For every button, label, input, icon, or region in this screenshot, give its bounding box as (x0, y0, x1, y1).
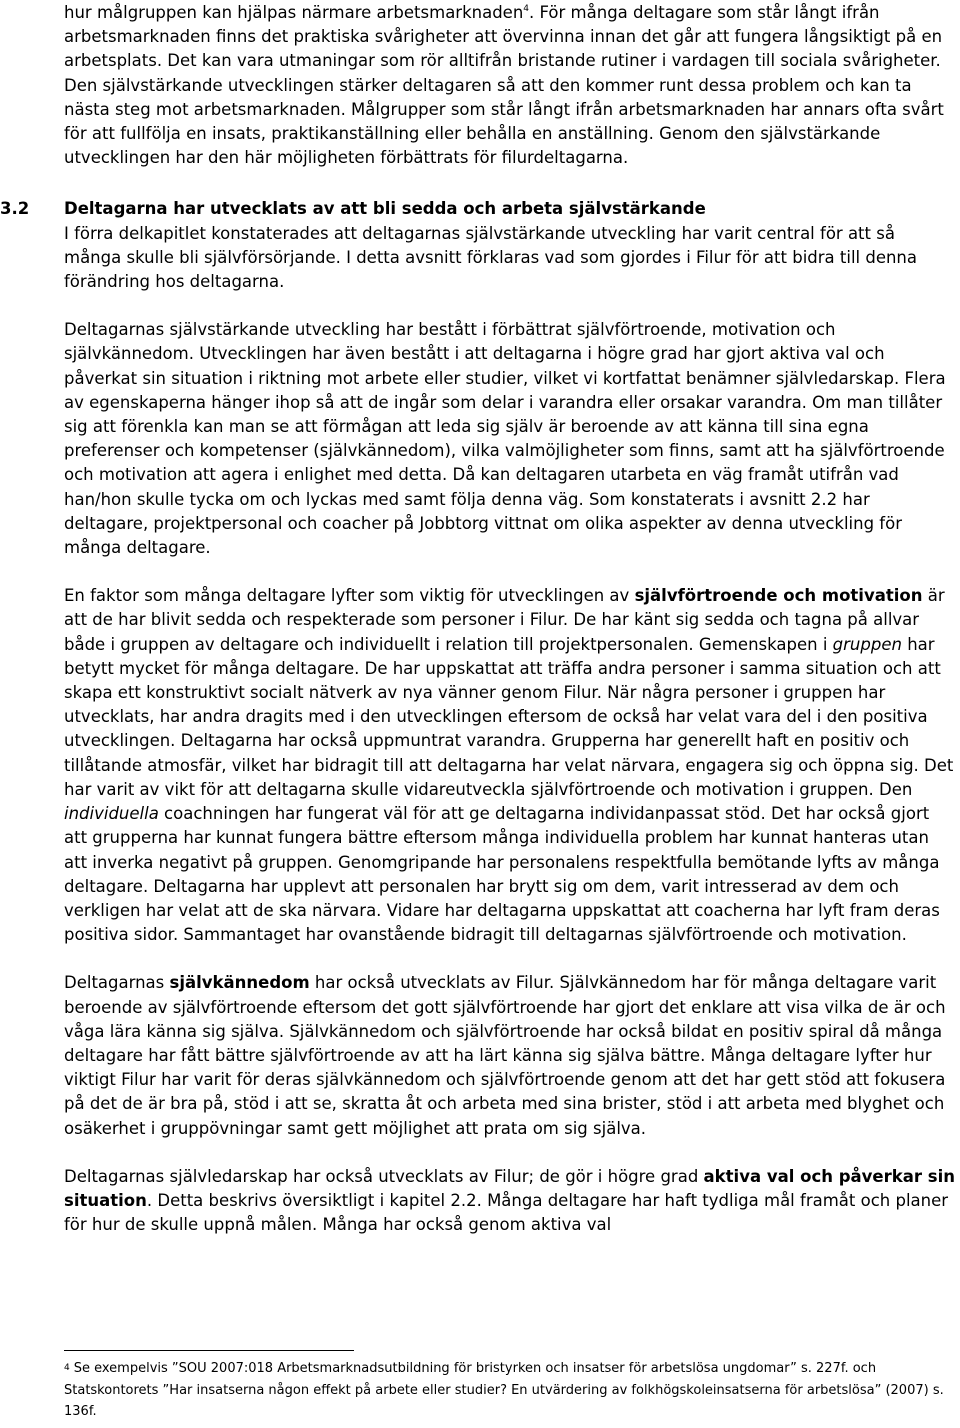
emphasis-individual: individuella (64, 804, 159, 824)
paragraph-spacer (64, 947, 956, 971)
footnote-separator (64, 1350, 354, 1351)
paragraph-4 (64, 971, 956, 1140)
paragraph-1: I förra delkapitlet konstaterades att deltagarnas självstärkande utveckling har varit central för att så många skulle bli självförsörjande. I detta avsnitt förklaras vad som gjordes i Filur för att bidra till denna förändring hos deltagarna. (64, 223, 918, 292)
section-title: Deltagarna har utvecklats av att bli sedda och arbeta självstärkande (64, 199, 706, 219)
paragraph-3-text: har betytt mycket för många deltagare. De har uppskattat att träffa andra personer i samma situation och att skapa ett konstruktivt socialt nätverk av nya vänner genom Filur. När några personer i gruppen har utvecklats, har andra dragits med i den utvecklingen eftersom de också har velat vara del i den positiva utvecklingen. Deltagarna har också uppmuntrat varandra. Grupperna har generellt haft en positiv och tillåtande atmosfär, vilket har bidragit till att deltagarna har velat närvara, engagera sig och öppna sig. Det har varit av vikt för att deltagarna skulle vidareutveckla självförtroende och motivation i gruppen. Den (64, 634, 954, 799)
intro-text-end: . För många deltagare som står långt ifrån arbetsmarknaden finns det praktiska svårigheter att övervinna innan det går att fungera långsiktigt på en arbetsplats. Det kan vara utmaningar som rör alltifrån bristande rutiner i vardagen till sociala svårigheter. Den självstärkande utvecklingen stärker deltagaren så att den kommer runt dessa problem och kan ta nästa steg mot arbetsmarknaden. Målgrupper som står långt ifrån arbetsmarknaden har annars ofta svårt för att fullfölja en insats, praktikanställning eller behålla en anställning. Genom den självstärkande utvecklingen har den här möjligheten förbättrats för filurdeltagarna. (64, 3, 944, 168)
paragraph-3 (64, 584, 956, 947)
paragraph-3-text: coachningen har fungerat väl för att ge deltagarna individanpassat stöd. Det har också gjort att grupperna har kunnat fungera bättre eftersom många individuella problem har kunnat hanteras utan att inverka negativt på gruppen. Genomgripande har personalens respektfulla bemötande lyfts av många deltagare. Deltagarna har upplevt att personalen har brytt sig om dem, varit intresserad av dem och verkligen har velat att de ska närvara. Vidare har deltagarna uppskattat att coacherna har lyft fram deras positiva sidor. Sammantaget har ovanstående bidragit till deltagarnas självförtroende och motivation. (64, 804, 940, 945)
emphasis-self-knowledge: självkännedom (169, 973, 310, 993)
paragraph-spacer (64, 1141, 956, 1165)
emphasis-self-confidence-motivation: självförtroende och motivation (634, 586, 923, 606)
intro-paragraph (64, 1, 956, 170)
footnote-number: 4 (64, 1363, 70, 1373)
footnote-reference[interactable]: 4 (523, 4, 530, 14)
section-heading (0, 197, 956, 221)
intro-text-start: hur målgruppen kan hjälpas närmare arbetsmarknaden (64, 3, 524, 22)
paragraph-5-text: Deltagarnas självledarskap har också utvecklats av Filur; de gör i högre grad (64, 1166, 704, 1186)
paragraph-2: Deltagarnas självstärkande utveckling har bestått i förbättrat självförtroende, motivation och självkännedom. Utvecklingen har även bestått i att deltagarna i högre grad har gjort aktiva val och påverkat sin situation i riktning mot arbete eller studier, vilket vi kortfattat benämner självledarskap. Flera av egenskaperna hänger ihop så att de ingår som delar i varandra eller orsakar varandra. Om man tillåter sig att förenkla kan man se att förmågan att leda sig själv är beroende av att känna till sina egna preferenser och kompetenser (självkännedom), vilka valmöjligheter som finns, samt att ha självförtroende och motivation att agera i enlighet med detta. Då kan deltagaren utarbeta en väg framåt utifrån vad han/hon skulle tycka om och lyckas med samt följa denna väg. Som konstaterats i avsnitt 2.2 har deltagare, projektpersonal och coacher på Jobbtorg vittnat om olika aspekter av denna utveckling för många deltagare. (64, 320, 946, 558)
paragraph-5 (64, 1165, 956, 1238)
emphasis-group: gruppen (832, 634, 902, 654)
emphasis-active-choices: aktiva val och påverkar sin situation (64, 1166, 955, 1210)
paragraph-5-text: . Detta beskrivs översiktligt i kapitel 2.2. Många deltagare har haft tydliga mål framåt och planer för hur de skulle uppnå målen. Många har också genom aktiva val (64, 1190, 949, 1235)
paragraph-4-text: har också utvecklats av Filur. Självkännedom har för många deltagare varit beroende av självförtroende eftersom det gott självförtroende har gjort det enklare att visa vilka de är och våga lära känna sig själva. Självkännedom och självförtroende har också bildat en positiv spiral då många deltagare har fått bättre självförtroende av att ha lärt känna sig själva bättre. Många deltagare lyfter hur viktigt Filur har varit för deras självkännedom och självförtroende genom att det har gett stöd att fokusera på det de är bra på, stöd i att se, skratta åt och arbeta med sina brister, stöd i att arbeta med blyghet och osäkerhet i gruppövningar samt gett möjlighet att prata om sig själva. (64, 973, 946, 1138)
footnote-text: Se exempelvis ”SOU 2007:018 Arbetsmarknadsutbildning för bristyrken och insatser för arbetslösa ungdomar” s. 227f. och Statskontorets ”Har insatserna någon effekt på arbete eller studier? En utvärdering av folkhögskoleinsatserna för arbetslösa” (2007) s. 136f. (64, 1361, 944, 1419)
section-number: 3.2 (0, 199, 30, 219)
paragraph-spacer (64, 294, 956, 318)
paragraph-spacer (64, 560, 956, 584)
paragraph-3-text: är att de har blivit sedda och respekterade som personer i Filur. De har känt sig sedda och tagna på allvar både i gruppen av deltagare och individuellt i relation till projektpersonalen. Gemenskapen i (64, 586, 945, 654)
footnote (64, 1358, 956, 1423)
paragraph-4-text: Deltagarnas (64, 973, 170, 993)
paragraph-3-text: En faktor som många deltagare lyfter som viktig för utvecklingen av (64, 586, 635, 606)
